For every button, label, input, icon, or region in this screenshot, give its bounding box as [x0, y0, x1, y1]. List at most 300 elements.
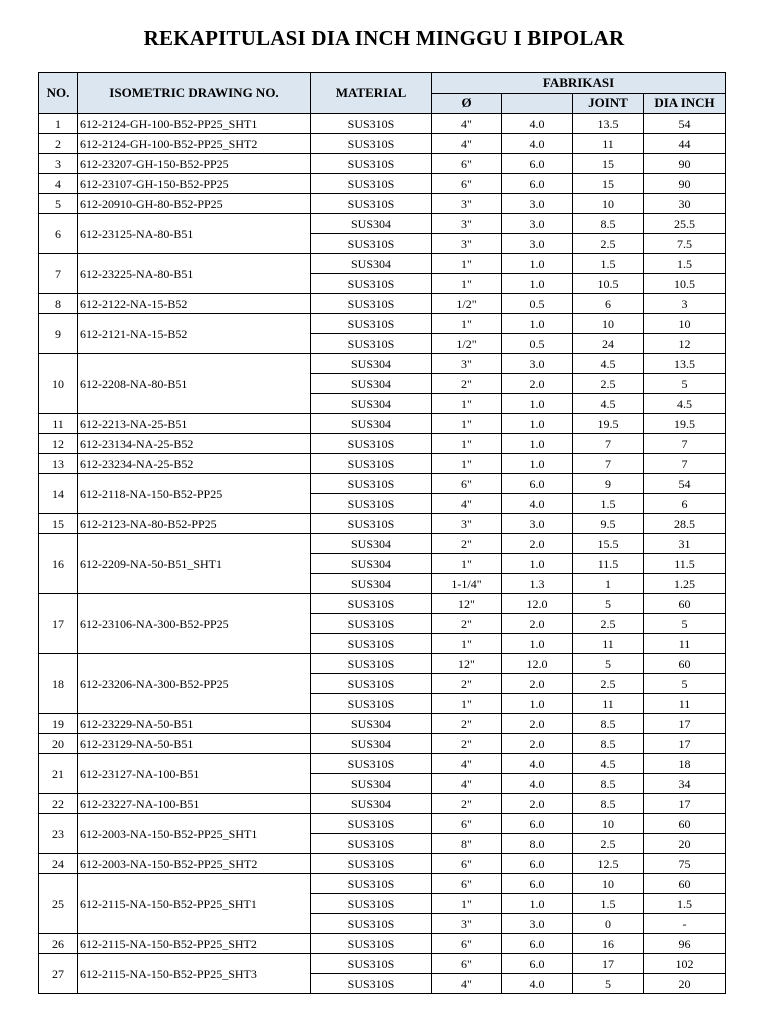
joint-cell: 4.5 [573, 394, 644, 414]
table-row [39, 214, 726, 234]
dia-inch-cell: 19.5 [644, 414, 726, 434]
row-number: 25 [39, 874, 78, 934]
diameter-cell: 2" [432, 734, 502, 754]
diameter-cell: 3" [432, 354, 502, 374]
decimal-cell: 1.0 [502, 454, 573, 474]
material-cell: SUS310S [311, 974, 432, 994]
decimal-cell: 6.0 [502, 954, 573, 974]
diameter-cell: 6" [432, 814, 502, 834]
table-row [39, 134, 726, 154]
joint-cell: 24 [573, 334, 644, 354]
diameter-cell: 12" [432, 594, 502, 614]
dia-inch-cell: 60 [644, 654, 726, 674]
material-cell: SUS304 [311, 774, 432, 794]
drawing-number: 612-2213-NA-25-B51 [78, 414, 311, 434]
table-row [39, 954, 726, 974]
dia-inch-cell: 30 [644, 194, 726, 214]
decimal-cell: 3.0 [502, 514, 573, 534]
joint-cell: 8.5 [573, 774, 644, 794]
dia-inch-cell: 20 [644, 974, 726, 994]
row-number: 24 [39, 854, 78, 874]
decimal-cell: 8.0 [502, 834, 573, 854]
decimal-cell: 6.0 [502, 174, 573, 194]
dia-inch-cell: 1.5 [644, 254, 726, 274]
diameter-cell: 3" [432, 914, 502, 934]
diameter-cell: 1" [432, 554, 502, 574]
material-cell: SUS310S [311, 754, 432, 774]
drawing-number: 612-23134-NA-25-B52 [78, 434, 311, 454]
diameter-cell: 4" [432, 754, 502, 774]
dia-inch-cell: 54 [644, 114, 726, 134]
material-cell: SUS304 [311, 794, 432, 814]
dia-inch-cell: 20 [644, 834, 726, 854]
diameter-cell: 6" [432, 174, 502, 194]
decimal-cell: 2.0 [502, 794, 573, 814]
diameter-cell: 1" [432, 274, 502, 294]
diameter-cell: 1" [432, 894, 502, 914]
material-cell: SUS304 [311, 534, 432, 554]
decimal-cell: 1.0 [502, 274, 573, 294]
header-no: NO. [39, 73, 78, 114]
table-row [39, 354, 726, 374]
decimal-cell: 1.3 [502, 574, 573, 594]
joint-cell: 6 [573, 294, 644, 314]
joint-cell: 0 [573, 914, 644, 934]
joint-cell: 15 [573, 174, 644, 194]
drawing-number: 612-23234-NA-25-B52 [78, 454, 311, 474]
row-number: 12 [39, 434, 78, 454]
decimal-cell: 4.0 [502, 774, 573, 794]
decimal-cell: 4.0 [502, 114, 573, 134]
dia-inch-cell: 34 [644, 774, 726, 794]
joint-cell: 7 [573, 434, 644, 454]
material-cell: SUS304 [311, 734, 432, 754]
drawing-number: 612-2003-NA-150-B52-PP25_SHT1 [78, 814, 311, 854]
table-row [39, 194, 726, 214]
material-cell: SUS310S [311, 334, 432, 354]
joint-cell: 10 [573, 194, 644, 214]
decimal-cell: 4.0 [502, 974, 573, 994]
decimal-cell: 12.0 [502, 594, 573, 614]
material-cell: SUS310S [311, 594, 432, 614]
row-number: 21 [39, 754, 78, 794]
table-row [39, 514, 726, 534]
decimal-cell: 1.0 [502, 634, 573, 654]
diameter-cell: 1" [432, 694, 502, 714]
joint-cell: 16 [573, 934, 644, 954]
dia-inch-cell: - [644, 914, 726, 934]
joint-cell: 17 [573, 954, 644, 974]
table-row [39, 794, 726, 814]
row-number: 10 [39, 354, 78, 414]
decimal-cell: 6.0 [502, 934, 573, 954]
dia-inch-cell: 25.5 [644, 214, 726, 234]
row-number: 7 [39, 254, 78, 294]
row-number: 9 [39, 314, 78, 354]
dia-inch-cell: 28.5 [644, 514, 726, 534]
diameter-cell: 4" [432, 134, 502, 154]
table-row [39, 154, 726, 174]
joint-cell: 15 [573, 154, 644, 174]
decimal-cell: 2.0 [502, 534, 573, 554]
diameter-cell: 1" [432, 314, 502, 334]
joint-cell: 2.5 [573, 374, 644, 394]
dia-inch-cell: 4.5 [644, 394, 726, 414]
material-cell: SUS304 [311, 214, 432, 234]
row-number: 6 [39, 214, 78, 254]
header-diameter [432, 93, 502, 114]
dia-inch-cell: 60 [644, 594, 726, 614]
joint-cell: 2.5 [573, 834, 644, 854]
drawing-number: 612-23227-NA-100-B51 [78, 794, 311, 814]
row-number: 2 [39, 134, 78, 154]
dia-inch-cell: 7 [644, 454, 726, 474]
row-number: 3 [39, 154, 78, 174]
drawing-number: 612-23107-GH-150-B52-PP25 [78, 174, 311, 194]
table-row [39, 294, 726, 314]
decimal-cell: 4.0 [502, 134, 573, 154]
material-cell: SUS310S [311, 654, 432, 674]
joint-cell: 10.5 [573, 274, 644, 294]
decimal-cell: 1.0 [502, 254, 573, 274]
material-cell: SUS304 [311, 254, 432, 274]
diameter-cell: 3" [432, 214, 502, 234]
material-cell: SUS310S [311, 454, 432, 474]
diameter-cell: 2" [432, 374, 502, 394]
header-decimal [502, 93, 573, 114]
row-number: 4 [39, 174, 78, 194]
material-cell: SUS310S [311, 514, 432, 534]
table-row [39, 654, 726, 674]
material-cell: SUS310S [311, 914, 432, 934]
diameter-cell: 1" [432, 414, 502, 434]
dia-inch-cell: 5 [644, 614, 726, 634]
drawing-number: 612-23125-NA-80-B51 [78, 214, 311, 254]
material-cell: SUS304 [311, 394, 432, 414]
decimal-cell: 6.0 [502, 874, 573, 894]
decimal-cell: 3.0 [502, 194, 573, 214]
material-cell: SUS310S [311, 234, 432, 254]
material-cell: SUS310S [311, 674, 432, 694]
page-title: REKAPITULASI DIA INCH MINGGU I BIPOLAR [143, 26, 625, 50]
decimal-cell: 2.0 [502, 374, 573, 394]
row-number: 11 [39, 414, 78, 434]
drawing-number: 612-2118-NA-150-B52-PP25 [78, 474, 311, 514]
recap-table [38, 72, 726, 994]
row-number: 26 [39, 934, 78, 954]
dia-inch-cell: 3 [644, 294, 726, 314]
drawing-number: 612-23225-NA-80-B51 [78, 254, 311, 294]
material-cell: SUS304 [311, 354, 432, 374]
drawing-number: 612-20910-GH-80-B52-PP25 [78, 194, 311, 214]
diameter-cell: 6" [432, 934, 502, 954]
row-number: 22 [39, 794, 78, 814]
table-row [39, 874, 726, 894]
row-number: 27 [39, 954, 78, 994]
joint-cell: 8.5 [573, 734, 644, 754]
decimal-cell: 0.5 [502, 334, 573, 354]
diameter-cell: 1" [432, 394, 502, 414]
diameter-cell: 1" [432, 634, 502, 654]
decimal-cell: 4.0 [502, 494, 573, 514]
row-number: 13 [39, 454, 78, 474]
decimal-cell: 2.0 [502, 674, 573, 694]
decimal-cell: 1.0 [502, 314, 573, 334]
joint-cell: 15.5 [573, 534, 644, 554]
dia-inch-cell: 11 [644, 634, 726, 654]
joint-cell: 1.5 [573, 494, 644, 514]
dia-inch-cell: 1.5 [644, 894, 726, 914]
drawing-number: 612-2115-NA-150-B52-PP25_SHT1 [78, 874, 311, 934]
dia-inch-cell: 11.5 [644, 554, 726, 574]
row-number: 14 [39, 474, 78, 514]
table-row [39, 594, 726, 614]
drawing-number: 612-2124-GH-100-B52-PP25_SHT1 [78, 114, 311, 134]
dia-inch-cell: 60 [644, 814, 726, 834]
drawing-number: 612-23229-NA-50-B51 [78, 714, 311, 734]
decimal-cell: 6.0 [502, 814, 573, 834]
header-fabrikasi: FABRIKASI [432, 73, 726, 94]
table-row [39, 814, 726, 834]
diameter-cell: 1" [432, 254, 502, 274]
material-cell: SUS304 [311, 414, 432, 434]
joint-cell: 12.5 [573, 854, 644, 874]
joint-cell: 5 [573, 594, 644, 614]
joint-cell: 11.5 [573, 554, 644, 574]
material-cell: SUS310S [311, 694, 432, 714]
dia-inch-cell: 6 [644, 494, 726, 514]
drawing-number: 612-2123-NA-80-B52-PP25 [78, 514, 311, 534]
diameter-cell: 2" [432, 714, 502, 734]
drawing-number: 612-2122-NA-15-B52 [78, 294, 311, 314]
diameter-cell: 4" [432, 494, 502, 514]
drawing-number: 612-2124-GH-100-B52-PP25_SHT2 [78, 134, 311, 154]
material-cell: SUS310S [311, 474, 432, 494]
joint-cell: 8.5 [573, 214, 644, 234]
dia-inch-cell: 90 [644, 154, 726, 174]
diameter-cell: 2" [432, 614, 502, 634]
dia-inch-cell: 17 [644, 794, 726, 814]
dia-inch-cell: 75 [644, 854, 726, 874]
table-row [39, 534, 726, 554]
diameter-cell: 3" [432, 234, 502, 254]
joint-cell: 13.5 [573, 114, 644, 134]
dia-inch-cell: 1.25 [644, 574, 726, 594]
decimal-cell: 1.0 [502, 554, 573, 574]
diameter-cell: 3" [432, 194, 502, 214]
header-dia-inch: DIA INCH [644, 93, 726, 114]
dia-inch-cell: 12 [644, 334, 726, 354]
material-cell: SUS310S [311, 434, 432, 454]
material-cell: SUS310S [311, 954, 432, 974]
header-drawing: ISOMETRIC DRAWING NO. [78, 73, 311, 114]
row-number: 17 [39, 594, 78, 654]
table-row [39, 254, 726, 274]
material-cell: SUS304 [311, 374, 432, 394]
row-number: 16 [39, 534, 78, 594]
row-number: 5 [39, 194, 78, 214]
material-cell: SUS310S [311, 314, 432, 334]
drawing-number: 612-2003-NA-150-B52-PP25_SHT2 [78, 854, 311, 874]
decimal-cell: 6.0 [502, 854, 573, 874]
dia-inch-cell: 17 [644, 714, 726, 734]
drawing-number: 612-2115-NA-150-B52-PP25_SHT2 [78, 934, 311, 954]
drawing-number: 612-2209-NA-50-B51_SHT1 [78, 534, 311, 594]
material-cell: SUS310S [311, 154, 432, 174]
table-row [39, 714, 726, 734]
joint-cell: 8.5 [573, 714, 644, 734]
dia-inch-cell: 44 [644, 134, 726, 154]
decimal-cell: 6.0 [502, 154, 573, 174]
dia-inch-cell: 54 [644, 474, 726, 494]
joint-cell: 9.5 [573, 514, 644, 534]
decimal-cell: 3.0 [502, 214, 573, 234]
dia-inch-cell: 102 [644, 954, 726, 974]
diameter-cell: 1" [432, 454, 502, 474]
decimal-cell: 2.0 [502, 714, 573, 734]
table-row [39, 754, 726, 774]
decimal-cell: 6.0 [502, 474, 573, 494]
diameter-cell: 2" [432, 794, 502, 814]
decimal-cell: 3.0 [502, 914, 573, 934]
diameter-cell: 8" [432, 834, 502, 854]
row-number: 1 [39, 114, 78, 134]
decimal-cell: 1.0 [502, 394, 573, 414]
table-header [39, 73, 726, 114]
table-row [39, 474, 726, 494]
row-number: 15 [39, 514, 78, 534]
diameter-cell: 3" [432, 514, 502, 534]
material-cell: SUS304 [311, 554, 432, 574]
drawing-number: 612-23106-NA-300-B52-PP25 [78, 594, 311, 654]
decimal-cell: 1.0 [502, 894, 573, 914]
diameter-cell: 6" [432, 854, 502, 874]
dia-inch-cell: 7 [644, 434, 726, 454]
material-cell: SUS310S [311, 194, 432, 214]
drawing-number: 612-23127-NA-100-B51 [78, 754, 311, 794]
header-material: MATERIAL [311, 73, 432, 114]
table-body [39, 114, 726, 994]
dia-inch-cell: 10 [644, 314, 726, 334]
joint-cell: 7 [573, 454, 644, 474]
joint-cell: 10 [573, 814, 644, 834]
diameter-cell: 6" [432, 954, 502, 974]
table-row [39, 734, 726, 754]
material-cell: SUS304 [311, 714, 432, 734]
decimal-cell: 12.0 [502, 654, 573, 674]
table-row [39, 414, 726, 434]
drawing-number: 612-2208-NA-80-B51 [78, 354, 311, 414]
material-cell: SUS310S [311, 874, 432, 894]
joint-cell: 11 [573, 634, 644, 654]
material-cell: SUS304 [311, 574, 432, 594]
diameter-cell: 6" [432, 874, 502, 894]
dia-inch-cell: 60 [644, 874, 726, 894]
material-cell: SUS310S [311, 614, 432, 634]
diameter-cell: 2" [432, 674, 502, 694]
decimal-cell: 3.0 [502, 234, 573, 254]
decimal-cell: 0.5 [502, 294, 573, 314]
dia-inch-cell: 5 [644, 674, 726, 694]
decimal-cell: 2.0 [502, 614, 573, 634]
decimal-cell: 2.0 [502, 734, 573, 754]
drawing-number: 612-23206-NA-300-B52-PP25 [78, 654, 311, 714]
diameter-cell: 1/2" [432, 334, 502, 354]
diameter-cell: 1" [432, 434, 502, 454]
diameter-cell: 4" [432, 114, 502, 134]
diameter-cell: 4" [432, 974, 502, 994]
material-cell: SUS310S [311, 294, 432, 314]
joint-cell: 9 [573, 474, 644, 494]
joint-cell: 2.5 [573, 674, 644, 694]
material-cell: SUS310S [311, 814, 432, 834]
joint-cell: 4.5 [573, 754, 644, 774]
drawing-number: 612-2121-NA-15-B52 [78, 314, 311, 354]
material-cell: SUS310S [311, 174, 432, 194]
table-row [39, 454, 726, 474]
material-cell: SUS310S [311, 934, 432, 954]
joint-cell: 10 [573, 314, 644, 334]
row-number: 23 [39, 814, 78, 854]
dia-inch-cell: 90 [644, 174, 726, 194]
decimal-cell: 4.0 [502, 754, 573, 774]
table-row [39, 854, 726, 874]
dia-inch-cell: 18 [644, 754, 726, 774]
diameter-cell: 2" [432, 534, 502, 554]
material-cell: SUS310S [311, 114, 432, 134]
joint-cell: 5 [573, 654, 644, 674]
joint-cell: 8.5 [573, 794, 644, 814]
drawing-number: 612-23129-NA-50-B51 [78, 734, 311, 754]
joint-cell: 19.5 [573, 414, 644, 434]
diameter-symbol: Ø [461, 95, 472, 111]
material-cell: SUS310S [311, 854, 432, 874]
table-row [39, 114, 726, 134]
diameter-cell: 1/2" [432, 294, 502, 314]
material-cell: SUS310S [311, 834, 432, 854]
joint-cell: 2.5 [573, 234, 644, 254]
material-cell: SUS310S [311, 894, 432, 914]
joint-cell: 1.5 [573, 254, 644, 274]
dia-inch-cell: 11 [644, 694, 726, 714]
table-row [39, 314, 726, 334]
drawing-number: 612-2115-NA-150-B52-PP25_SHT3 [78, 954, 311, 994]
diameter-cell: 4" [432, 774, 502, 794]
dia-inch-cell: 13.5 [644, 354, 726, 374]
dia-inch-cell: 5 [644, 374, 726, 394]
material-cell: SUS310S [311, 134, 432, 154]
joint-cell: 1 [573, 574, 644, 594]
row-number: 18 [39, 654, 78, 714]
table-row [39, 434, 726, 454]
diameter-cell: 6" [432, 474, 502, 494]
joint-cell: 11 [573, 134, 644, 154]
row-number: 8 [39, 294, 78, 314]
decimal-cell: 3.0 [502, 354, 573, 374]
decimal-cell: 1.0 [502, 414, 573, 434]
decimal-cell: 1.0 [502, 434, 573, 454]
header-joint: JOINT [573, 93, 644, 114]
material-cell: SUS310S [311, 494, 432, 514]
diameter-cell: 1-1/4" [432, 574, 502, 594]
material-cell: SUS310S [311, 634, 432, 654]
joint-cell: 11 [573, 694, 644, 714]
dia-inch-cell: 7.5 [644, 234, 726, 254]
decimal-cell: 1.0 [502, 694, 573, 714]
row-number: 20 [39, 734, 78, 754]
joint-cell: 5 [573, 974, 644, 994]
dia-inch-cell: 17 [644, 734, 726, 754]
